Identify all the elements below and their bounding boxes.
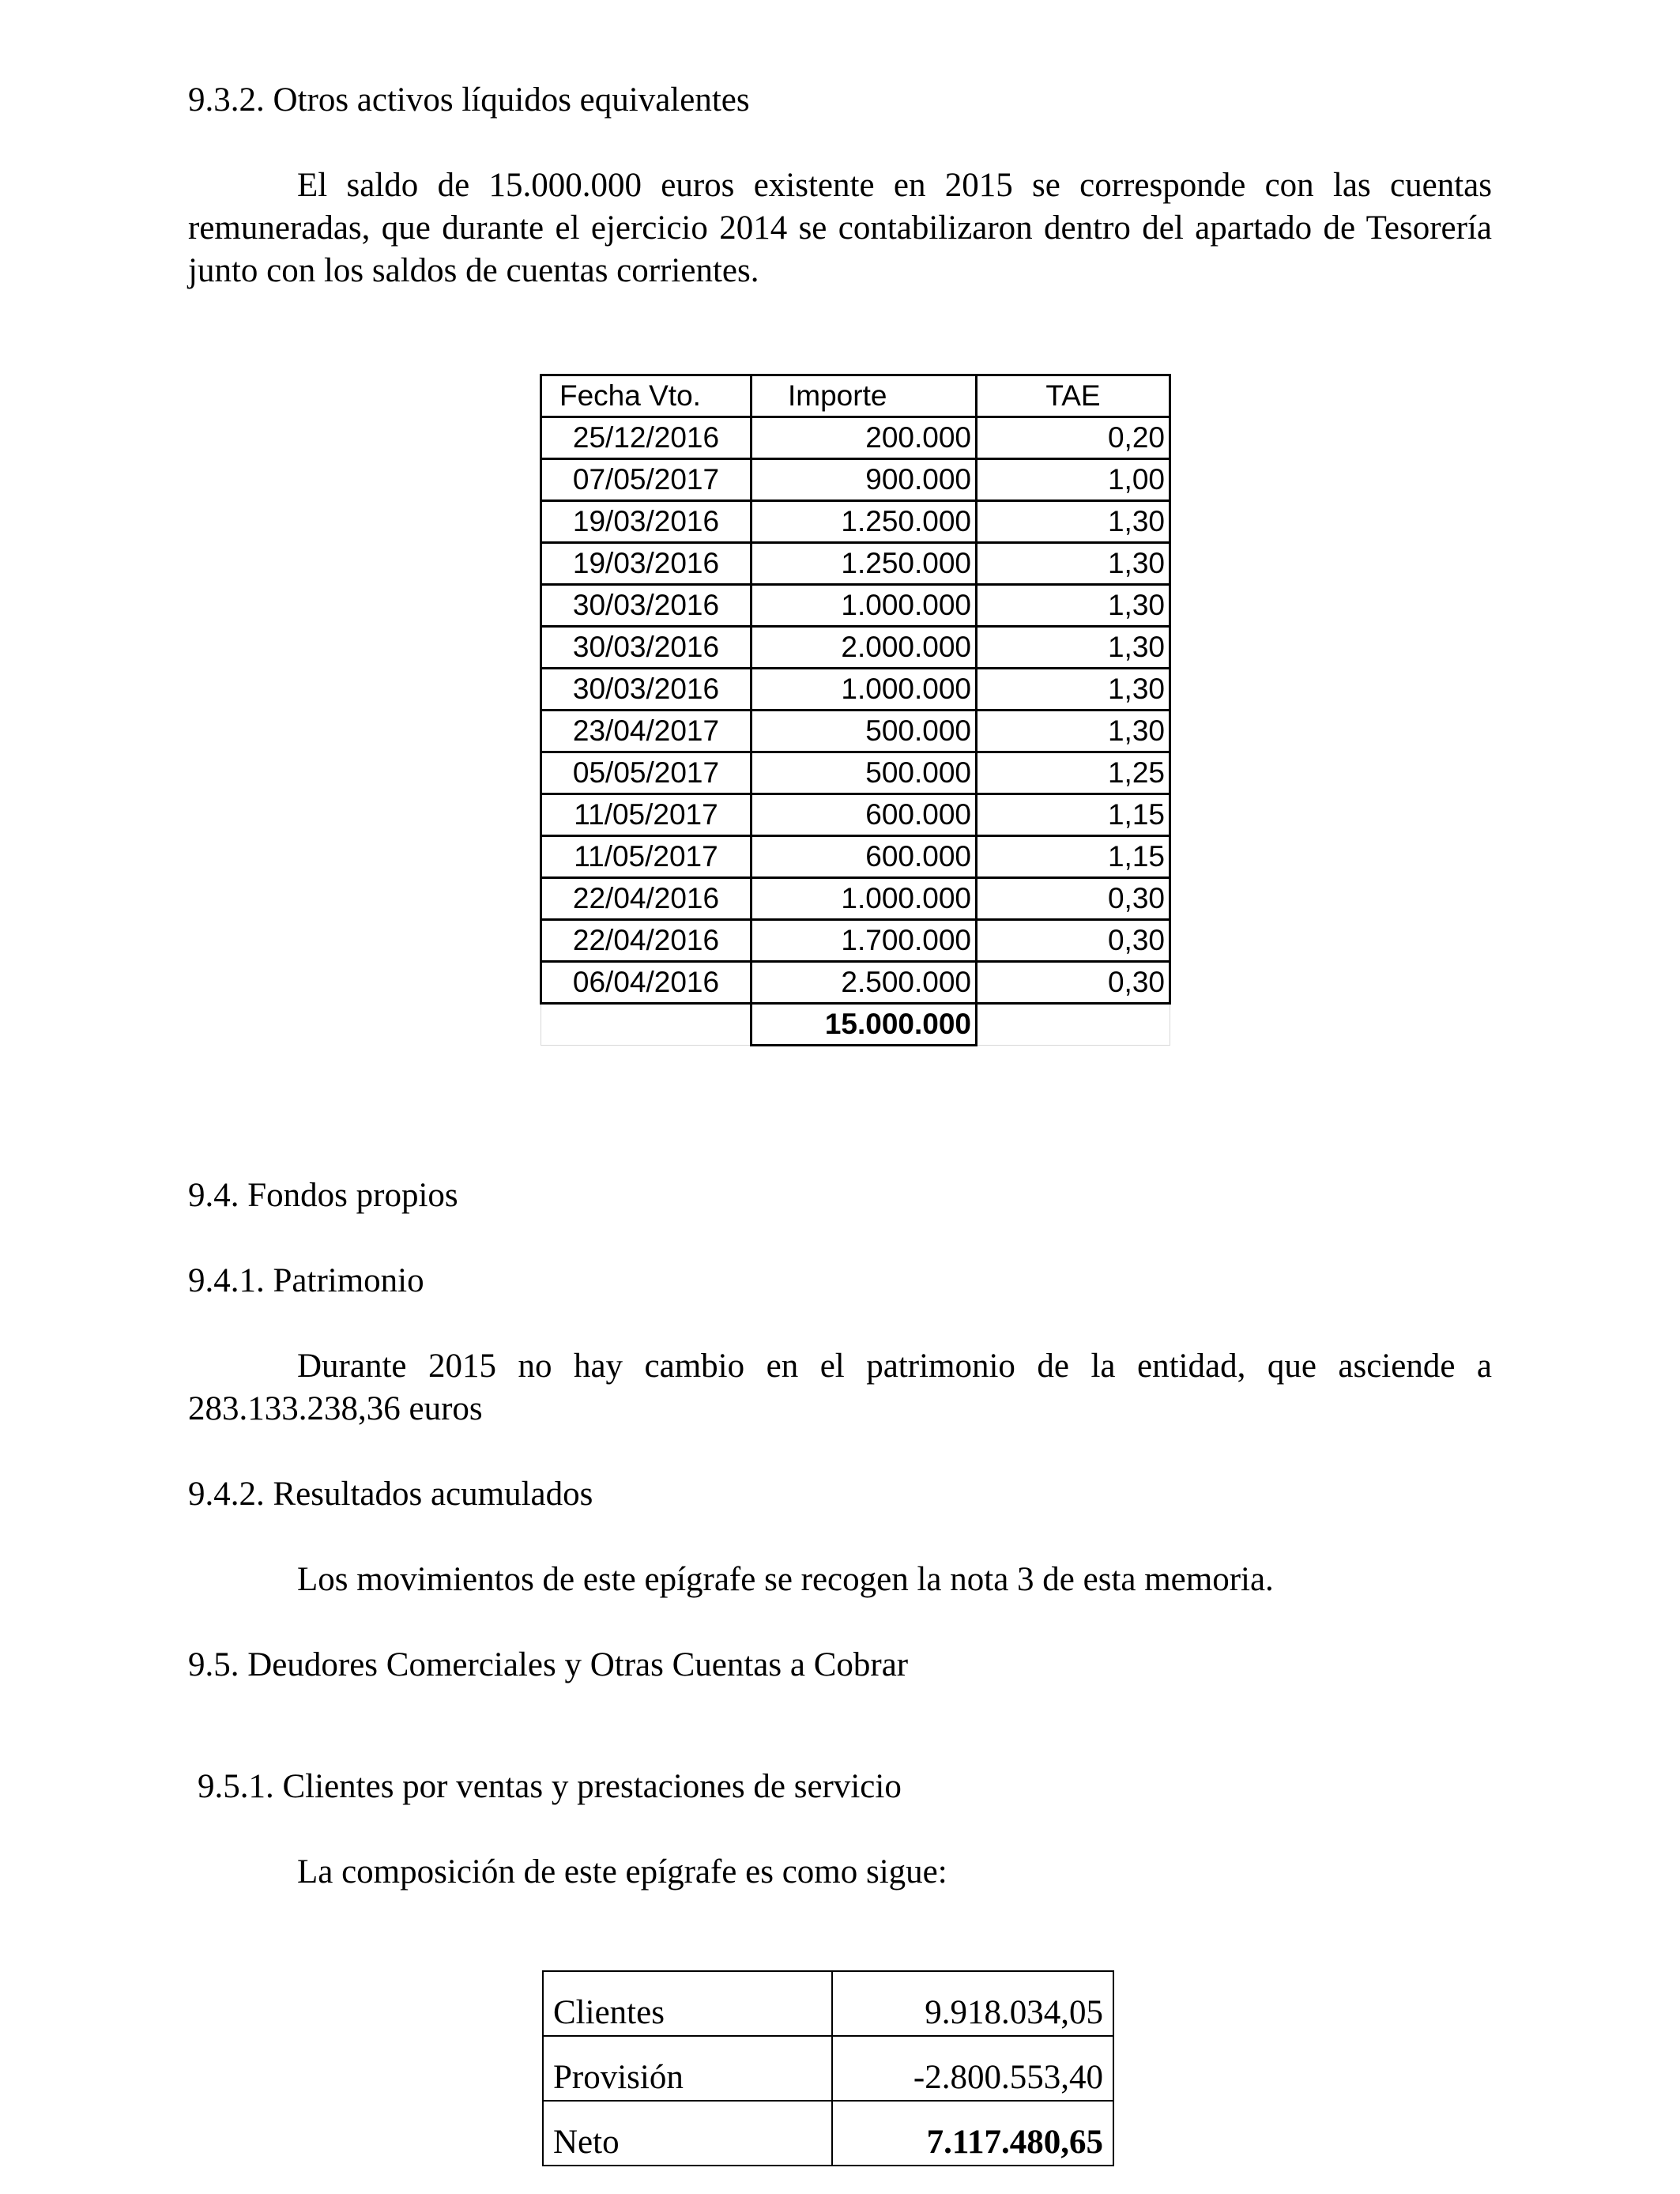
deposit-amount: 1.250.000 xyxy=(751,501,977,543)
deposit-date: 30/03/2016 xyxy=(541,585,751,627)
paragraph-9-3-2: El saldo de 15.000.000 euros existente en 2015 se corresponde con las cuentas remuneradas, que durante el ejercicio 2014 se contabilizaron dentro del apartado de Tesorería junto con los saldos de cuentas corrientes. xyxy=(188,167,1492,289)
deposits-header-row xyxy=(541,375,1170,417)
heading-9-5: 9.5. Deudores Comerciales y Otras Cuentas a Cobrar xyxy=(188,1646,909,1683)
deposit-tae: 1,30 xyxy=(977,585,1170,627)
deposit-row xyxy=(541,669,1170,711)
clients-table xyxy=(542,1970,1114,2166)
deposit-tae: 1,30 xyxy=(977,501,1170,543)
deposit-tae: 1,15 xyxy=(977,836,1170,878)
deposit-tae: 1,25 xyxy=(977,752,1170,794)
deposit-row xyxy=(541,962,1170,1004)
deposit-date: 25/12/2016 xyxy=(541,417,751,459)
deposit-tae: 1,30 xyxy=(977,669,1170,711)
deposit-amount: 1.250.000 xyxy=(751,543,977,585)
deposit-row xyxy=(541,752,1170,794)
deposit-amount: 1.000.000 xyxy=(751,878,977,920)
deposit-tae: 1,30 xyxy=(977,543,1170,585)
deposit-date: 06/04/2016 xyxy=(541,962,751,1004)
deposit-amount: 600.000 xyxy=(751,836,977,878)
deposit-date: 30/03/2016 xyxy=(541,669,751,711)
provision-row xyxy=(543,2036,1113,2101)
neto-value: 7.117.480,65 xyxy=(832,2101,1113,2166)
deposit-date: 11/05/2017 xyxy=(541,794,751,836)
clients-label: Clientes xyxy=(543,1971,832,2036)
deposit-amount: 200.000 xyxy=(751,417,977,459)
neto-row xyxy=(543,2101,1113,2166)
deposit-date: 19/03/2016 xyxy=(541,501,751,543)
deposit-amount: 2.500.000 xyxy=(751,962,977,1004)
deposit-tae: 0,30 xyxy=(977,920,1170,962)
deposit-date: 05/05/2017 xyxy=(541,752,751,794)
deposits-total-row xyxy=(541,1004,1170,1046)
deposit-date: 30/03/2016 xyxy=(541,627,751,669)
deposit-row xyxy=(541,627,1170,669)
header-importe: Importe xyxy=(751,375,977,417)
header-tae: TAE xyxy=(977,375,1170,417)
heading-9-5-1: 9.5.1. Clientes por ventas y prestaciones de servicio xyxy=(198,1768,902,1805)
deposit-row xyxy=(541,920,1170,962)
deposit-row xyxy=(541,459,1170,501)
header-fecha: Fecha Vto. xyxy=(541,375,751,417)
deposit-amount: 500.000 xyxy=(751,711,977,752)
deposit-row xyxy=(541,417,1170,459)
deposit-amount: 900.000 xyxy=(751,459,977,501)
deposit-tae: 0,20 xyxy=(977,417,1170,459)
heading-9-4: 9.4. Fondos propios xyxy=(188,1177,458,1214)
deposit-date: 22/04/2016 xyxy=(541,920,751,962)
deposit-date: 23/04/2017 xyxy=(541,711,751,752)
deposit-tae: 1,15 xyxy=(977,794,1170,836)
clients-row xyxy=(543,1971,1113,2036)
deposit-row xyxy=(541,878,1170,920)
provision-label: Provisión xyxy=(543,2036,832,2101)
deposit-tae: 0,30 xyxy=(977,878,1170,920)
paragraph-9-4-2: Los movimientos de este epígrafe se recogen la nota 3 de esta memoria. xyxy=(297,1561,1274,1598)
deposit-tae: 0,30 xyxy=(977,962,1170,1004)
deposit-row xyxy=(541,794,1170,836)
heading-9-4-1: 9.4.1. Patrimonio xyxy=(188,1262,424,1299)
deposit-row xyxy=(541,543,1170,585)
provision-value: -2.800.553,40 xyxy=(832,2036,1113,2101)
deposit-amount: 1.000.000 xyxy=(751,669,977,711)
clients-value: 9.918.034,05 xyxy=(832,1971,1113,2036)
total-empty-cell xyxy=(541,1004,751,1046)
deposit-tae: 1,00 xyxy=(977,459,1170,501)
deposit-row xyxy=(541,711,1170,752)
deposit-amount: 2.000.000 xyxy=(751,627,977,669)
deposit-date: 19/03/2016 xyxy=(541,543,751,585)
paragraph-9-4-1: Durante 2015 no hay cambio en el patrimonio de la entidad, que asciende a 283.133.238,36 euros xyxy=(188,1348,1492,1427)
deposit-amount: 500.000 xyxy=(751,752,977,794)
heading-9-3-2: 9.3.2. Otros activos líquidos equivalentes xyxy=(188,81,750,119)
deposit-date: 11/05/2017 xyxy=(541,836,751,878)
total-empty-cell xyxy=(977,1004,1170,1046)
heading-9-4-2: 9.4.2. Resultados acumulados xyxy=(188,1476,593,1513)
deposits-total: 15.000.000 xyxy=(751,1004,977,1046)
deposit-amount: 1.700.000 xyxy=(751,920,977,962)
deposit-tae: 1,30 xyxy=(977,627,1170,669)
paragraph-9-5-1: La composición de este epígrafe es como sigue: xyxy=(297,1853,947,1891)
deposit-amount: 1.000.000 xyxy=(751,585,977,627)
deposits-table xyxy=(540,374,1171,1046)
deposit-row xyxy=(541,836,1170,878)
deposit-row xyxy=(541,585,1170,627)
deposit-tae: 1,30 xyxy=(977,711,1170,752)
neto-label: Neto xyxy=(543,2101,832,2166)
deposit-date: 07/05/2017 xyxy=(541,459,751,501)
deposit-date: 22/04/2016 xyxy=(541,878,751,920)
deposit-row xyxy=(541,501,1170,543)
deposit-amount: 600.000 xyxy=(751,794,977,836)
